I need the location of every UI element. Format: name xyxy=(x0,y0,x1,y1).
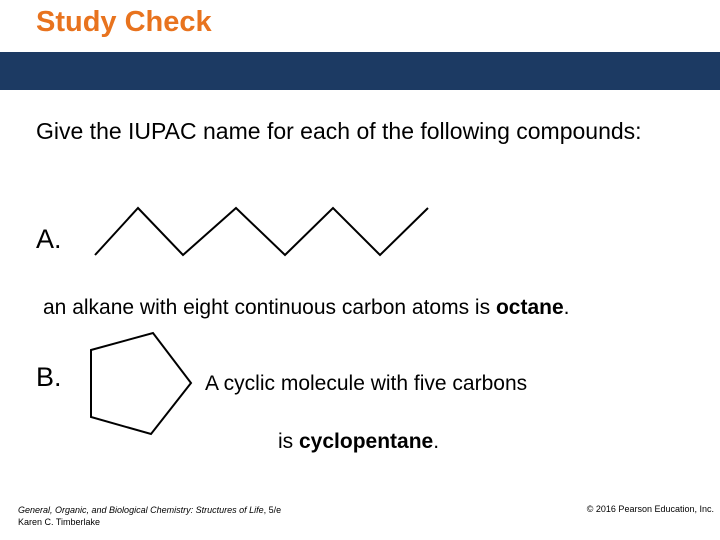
part-a-label: A. xyxy=(36,224,62,254)
footer-source-title: General, Organic, and Biological Chemistry: Structures of Life xyxy=(18,505,264,515)
footer-copyright: © 2016 Pearson Education, Inc. xyxy=(586,504,714,514)
octane-skeletal-structure xyxy=(95,208,428,255)
part-b-label: B. xyxy=(36,362,62,392)
part-b-answer-line2: is cyclopentane. xyxy=(278,430,440,453)
footer-author: Karen C. Timberlake xyxy=(18,517,101,527)
footer-edition: , 5/e xyxy=(263,505,282,515)
cyclopentane-pentagon xyxy=(91,333,191,434)
footer-citation xyxy=(18,504,281,528)
part-b-answer-line1: A cyclic molecule with five carbons xyxy=(205,372,528,395)
question-text: Give the IUPAC name for each of the following compounds: xyxy=(36,118,642,144)
answer-cyclopentane: cyclopentane xyxy=(299,430,434,453)
part-a-answer: an alkane with eight continuous carbon atoms is octane. xyxy=(43,296,570,319)
slide-title: Study Check xyxy=(36,6,212,38)
answer-octane: octane xyxy=(495,296,564,319)
